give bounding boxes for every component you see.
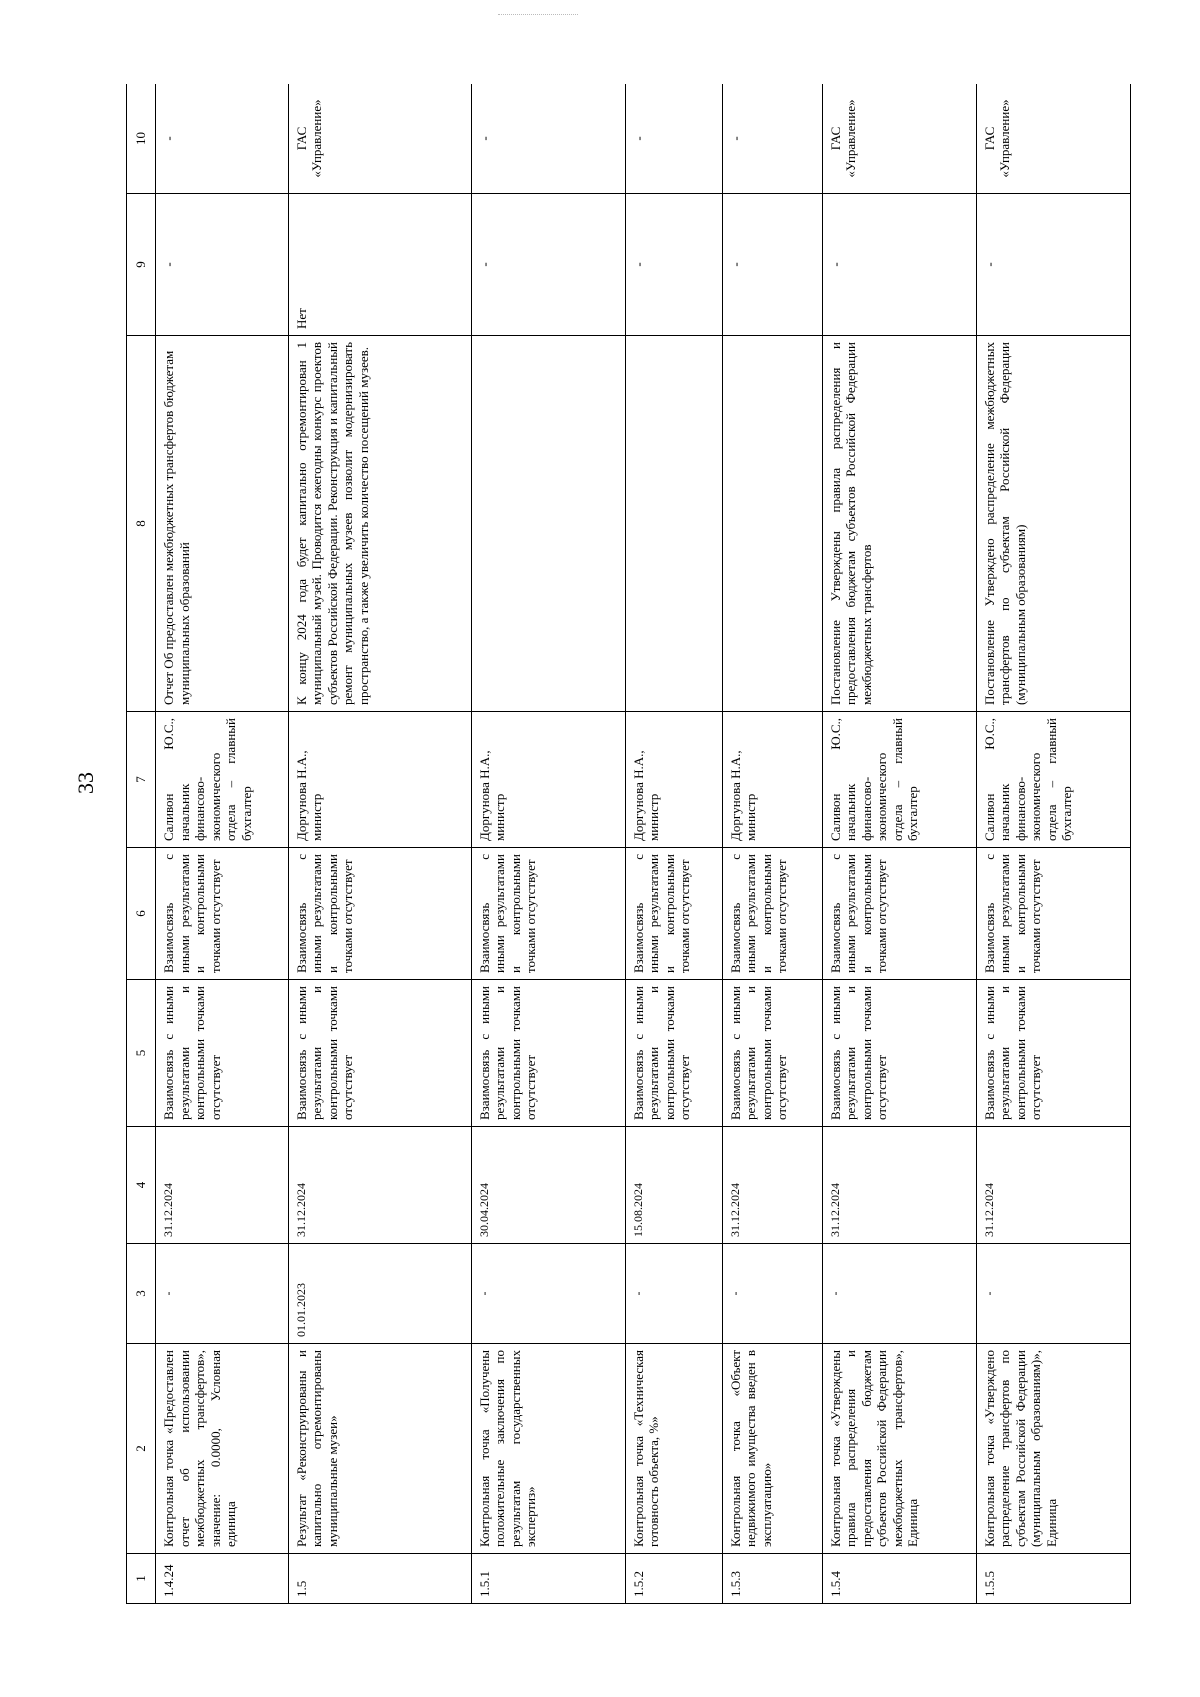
column-header: 4: [127, 1127, 156, 1244]
table-row: [156, 84, 289, 1604]
table-row: [471, 84, 625, 1604]
responsible-cell: Саливон Ю.С., начальник финансово-экономического отдела – главный бухгалтер: [976, 712, 1130, 848]
approval-cell: Нет: [288, 194, 471, 336]
approval-cell: -: [156, 194, 289, 336]
responsible-cell: Саливон Ю.С., начальник финансово-экономического отдела – главный бухгалтер: [156, 712, 289, 848]
info-system-cell: -: [471, 84, 625, 194]
description-cell: [625, 336, 722, 712]
end-date-cell: 31.12.2024: [722, 1127, 822, 1244]
row-number-cell: 1.5.2: [625, 1554, 722, 1604]
start-date-cell: -: [822, 1244, 976, 1344]
responsible-cell: Саливон Ю.С., начальник финансово-экономического отдела – главный бухгалтер: [822, 712, 976, 848]
approval-cell: -: [625, 194, 722, 336]
table-row: [625, 84, 722, 1604]
description-cell: [471, 336, 625, 712]
column-header: 10: [127, 84, 156, 194]
info-system-cell: ГАС «Управление»: [822, 84, 976, 194]
description-cell: [722, 336, 822, 712]
column-header: 2: [127, 1344, 156, 1554]
end-date-cell: 31.12.2024: [976, 1127, 1130, 1244]
control-points-table: [126, 84, 1131, 1604]
predecessor-cell: Взаимосвязь с иными результатами и контрольными точками отсутствует: [625, 980, 722, 1127]
column-header: 3: [127, 1244, 156, 1344]
end-date-cell: 30.04.2024: [471, 1127, 625, 1244]
start-date-cell: -: [471, 1244, 625, 1344]
name-cell: Контрольная точка «Получены положительные заключения по результатам государственных экспертиз»: [471, 1344, 625, 1554]
row-number-cell: 1.5.1: [471, 1554, 625, 1604]
successor-cell: Взаимосвязь с иными результатами и контрольными точками отсутствует: [471, 848, 625, 980]
column-header: 5: [127, 980, 156, 1127]
successor-cell: Взаимосвязь с иными результатами и контрольными точками отсутствует: [156, 848, 289, 980]
predecessor-cell: Взаимосвязь с иными результатами и контрольными точками отсутствует: [156, 980, 289, 1127]
row-number-cell: 1.4.24: [156, 1554, 289, 1604]
approval-cell: -: [722, 194, 822, 336]
responsible-cell: Доргунова Н.А., министр: [471, 712, 625, 848]
successor-cell: Взаимосвязь с иными результатами и контрольными точками отсутствует: [288, 848, 471, 980]
column-header: 8: [127, 336, 156, 712]
row-number-cell: 1.5: [288, 1554, 471, 1604]
column-header: 7: [127, 712, 156, 848]
start-date-cell: -: [722, 1244, 822, 1344]
table-row: [722, 84, 822, 1604]
predecessor-cell: Взаимосвязь с иными результатами и контрольными точками отсутствует: [471, 980, 625, 1127]
start-date-cell: 01.01.2023: [288, 1244, 471, 1344]
scan-artifact: [498, 14, 578, 17]
approval-cell: -: [471, 194, 625, 336]
description-cell: К концу 2024 года будет капитально отремонтирован 1 муниципальный музей. Проводится ежегодны конкурс проектов субъектов Российской Федерации. Реконструкция и капитальный ремонт муниципальных музеев позволит модернизировать пространство, а также увеличить количество посещений музеев.: [288, 336, 471, 712]
responsible-cell: Доргунова Н.А., министр: [288, 712, 471, 848]
name-cell: Контрольная точка «Объект недвижимого имущества введен в эксплуатацию»: [722, 1344, 822, 1554]
end-date-cell: 15.08.2024: [625, 1127, 722, 1244]
row-number-cell: 1.5.5: [976, 1554, 1130, 1604]
successor-cell: Взаимосвязь с иными результатами и контрольными точками отсутствует: [625, 848, 722, 980]
end-date-cell: 31.12.2024: [288, 1127, 471, 1244]
approval-cell: -: [976, 194, 1130, 336]
successor-cell: Взаимосвязь с иными результатами и контрольными точками отсутствует: [722, 848, 822, 980]
column-header: 6: [127, 848, 156, 980]
info-system-cell: ГАС «Управление»: [976, 84, 1130, 194]
name-cell: Контрольная точка «Техническая готовность объекта, %»: [625, 1344, 722, 1554]
column-header: 9: [127, 194, 156, 336]
predecessor-cell: Взаимосвязь с иными результатами и контрольными точками отсутствует: [288, 980, 471, 1127]
name-cell: Результат «Реконструированы и капитально отремонтированы муниципальные музеи»: [288, 1344, 471, 1554]
info-system-cell: -: [722, 84, 822, 194]
description-cell: Постановление Утверждены правила распределения и предоставления бюджетам субъектов Российской Федерации межбюджетных трансфертов: [822, 336, 976, 712]
successor-cell: Взаимосвязь с иными результатами и контрольными точками отсутствует: [976, 848, 1130, 980]
name-cell: Контрольная точка «Утверждены правила распределения и предоставления бюджетам субъектов Российской Федерации межбюджетных трансфертов», Единица: [822, 1344, 976, 1554]
description-cell: Постановление Утверждено распределение межбюджетных трансфертов по субъектам Российской Федерации (муниципальным образованиям): [976, 336, 1130, 712]
start-date-cell: -: [625, 1244, 722, 1344]
page-number: 33: [73, 772, 98, 794]
description-cell: Отчет Об предоставлен межбюджетных трансфертов бюджетам муниципальных образований: [156, 336, 289, 712]
table-row: [822, 84, 976, 1604]
row-number-cell: 1.5.3: [722, 1554, 822, 1604]
start-date-cell: -: [976, 1244, 1130, 1344]
table-frame: [126, 84, 1131, 1604]
end-date-cell: 31.12.2024: [822, 1127, 976, 1244]
predecessor-cell: Взаимосвязь с иными результатами и контрольными точками отсутствует: [822, 980, 976, 1127]
info-system-cell: -: [156, 84, 289, 194]
responsible-cell: Доргунова Н.А., министр: [722, 712, 822, 848]
table-row: [976, 84, 1130, 1604]
name-cell: Контрольная точка «Утверждено распределение трансфертов по субъектам Российской Федерации (муниципальным образованиям)», Единица: [976, 1344, 1130, 1554]
approval-cell: -: [822, 194, 976, 336]
row-number-cell: 1.5.4: [822, 1554, 976, 1604]
table-header-row: [127, 84, 156, 1604]
start-date-cell: -: [156, 1244, 289, 1344]
column-header: 1: [127, 1554, 156, 1604]
table-row: [288, 84, 471, 1604]
predecessor-cell: Взаимосвязь с иными результатами и контрольными точками отсутствует: [722, 980, 822, 1127]
predecessor-cell: Взаимосвязь с иными результатами и контрольными точками отсутствует: [976, 980, 1130, 1127]
end-date-cell: 31.12.2024: [156, 1127, 289, 1244]
rotated-table-container: [126, 84, 1131, 1604]
info-system-cell: -: [625, 84, 722, 194]
responsible-cell: Доргунова Н.А., министр: [625, 712, 722, 848]
name-cell: Контрольная точка «Предоставлен отчет об использовании межбюджетных трансфертов», значение: 0.0000, Условная единица: [156, 1344, 289, 1554]
successor-cell: Взаимосвязь с иными результатами и контрольными точками отсутствует: [822, 848, 976, 980]
info-system-cell: ГАС «Управление»: [288, 84, 471, 194]
